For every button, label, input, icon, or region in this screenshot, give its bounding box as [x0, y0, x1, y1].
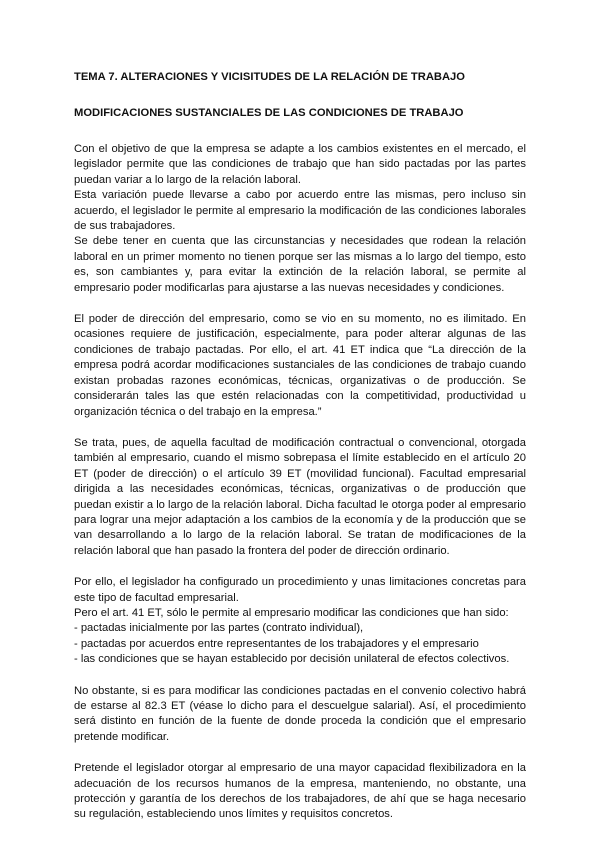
list-item: - las condiciones que se hayan establecido por decisión unilateral de efectos colectivos.: [74, 653, 510, 666]
paragraph: Se debe tener en cuenta que las circunstancias y necesidades que rodean la relación laboral en un primer momento no tienen porque ser las mismas a lo largo del tiempo, esto es, son cambiantes y, para evitar la extinción de la relación laboral, se permite al empresario poder modificarlas para ajustarse a las nuevas necesidades y condiciones.: [74, 235, 526, 294]
paragraph: Se trata, pues, de aquella facultad de modificación contractual o convencional, otorgada también al empresario, cuando el mismo sobrepasa el límite establecido en el artículo 20 ET (poder de dirección) o el artículo 39 ET (movilidad funcional). Facultad empresarial dirigida a las necesidades económicas, técnicas, organizativas o de producción que puedan existir a lo largo de la relación laboral. Dicha facultad le otorga poder al empresario para lograr una mejor adaptación a los cambios de la economía y de la producción que se van desarrollando a lo largo de la relación laboral. Se tratan de modificaciones de la relación laboral que han pasado la frontera del poder de dirección ordinario.: [74, 436, 526, 557]
paragraph: El poder de dirección del empresario, como se vio en su momento, no es ilimitado. En ocasiones requiere de justificación, especialmente, para poder alterar algunas de las condiciones de trabajo pactadas. Por ello, el art. 41 ET indica que “La dirección de la empresa podrá acordar modificaciones sustanciales de las condiciones de trabajo cuando existan probadas razones económicas, técnicas, organizativas o de producción. Se considerarán tales las que estén relacionadas con la competitividad, productividad u organización técnica o del trabajo en la empresa.”: [74, 313, 526, 418]
document-title: TEMA 7. ALTERACIONES Y VICISITUDES DE LA RELACIÓN DE TRABAJO: [74, 71, 465, 83]
paragraph-block-conclusion: [74, 761, 526, 823]
paragraph: No obstante, si es para modificar las condiciones pactadas en el convenio colectivo habrá de estarse al 82.3 ET (véase lo dicho para el descuelgue salarial). Así, el procedimiento será distinto en función de la fuente de donde proceda la condición que el empresario pretende modificar.: [74, 684, 526, 743]
paragraph-block-facultad: [74, 436, 526, 559]
section-heading: MODIFICACIONES SUSTANCIALES DE LAS CONDICIONES DE TRABAJO: [74, 107, 464, 119]
paragraph-block-procedimiento: [74, 575, 526, 667]
paragraph: Esta variación puede llevarse a cabo por acuerdo entre las mismas, pero incluso sin acuerdo, el legislador le permite al empresario la modificación de las condiciones laborales de sus trabajadores.: [74, 189, 526, 233]
paragraph: Por ello, el legislador ha configurado un procedimiento y unas limitaciones concretas para este tipo de facultad empresarial.: [74, 576, 526, 604]
paragraph: Con el objetivo de que la empresa se adapte a los cambios existentes en el mercado, el legislador permite que las condiciones de trabajo que han sido pactadas por las partes puedan variar a lo largo de la relación laboral.: [74, 143, 526, 186]
paragraph-block-intro: [74, 142, 526, 296]
paragraph: Pero el art. 41 ET, sólo le permite al empresario modificar las condiciones que han sido:: [74, 606, 509, 619]
paragraph-block-poder-direccion: [74, 312, 526, 420]
list-item: - pactadas por acuerdos entre representantes de los trabajadores y el empresario: [74, 637, 479, 650]
paragraph-block-convenio: [74, 684, 526, 746]
list-item: - pactadas inicialmente por las partes (contrato individual),: [74, 622, 364, 635]
paragraph: Pretende el legislador otorgar al empresario de una mayor capacidad flexibilizadora en la adecuación de los recursos humanos de la empresa, manteniendo, no obstante, una protección y garantía de los derechos de los trabajadores, de ahí que se haga necesario su regulación, estableciendo unos límites y requisitos concretos.: [74, 762, 526, 821]
